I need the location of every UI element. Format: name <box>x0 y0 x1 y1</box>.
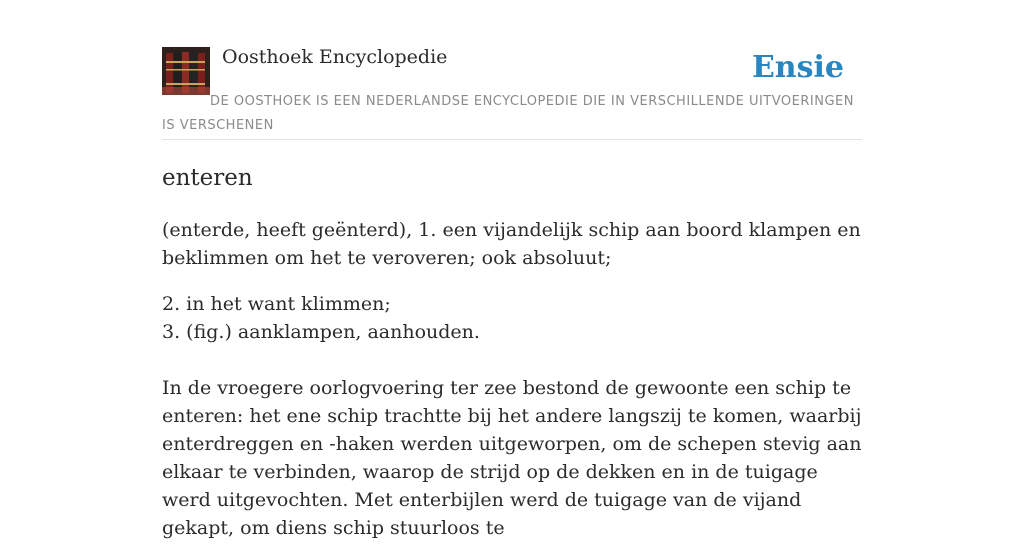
brand-logo[interactable]: Ensie <box>751 50 844 85</box>
definition-line: 2. in het want klimmen; <box>162 293 391 315</box>
site-tagline: DE OOSTHOEK IS EEN NEDERLANDSE ENCYCLOPEDIE DIE IN VERSCHILLENDE UITVOERINGEN IS VERSCHENEN <box>162 94 854 133</box>
page <box>162 0 862 539</box>
article-body-paragraph: In de vroegere oorlogvoering ter zee bestond de gewoonte een schip te enteren: het ene schip trachtte bij het andere langszij te komen, waarbij enterdreggen en -haken werden uitgeworpen, om de schepen stevig aan elkaar te verbinden, waarop de strijd op de dekken en in de tuigage werd uitgevochten. Met enterbijlen werd de tuigage van de vijand gekapt, om diens schip stuurloos te <box>162 377 862 539</box>
site-header <box>162 0 862 140</box>
encyclopedia-books-icon[interactable] <box>162 47 210 95</box>
definition-paragraph: (enterde, heeft geënterd), 1. een vijandelijk schip aan boord klampen en beklimmen om het te veroveren; ook absoluut; <box>162 219 861 269</box>
site-name[interactable]: Oosthoek Encyclopedie <box>222 46 448 68</box>
article-title: enteren <box>162 165 253 191</box>
definition-line: 3. (fig.) aanklampen, aanhouden. <box>162 321 480 343</box>
definition-list <box>162 290 862 346</box>
article-content <box>162 162 862 560</box>
